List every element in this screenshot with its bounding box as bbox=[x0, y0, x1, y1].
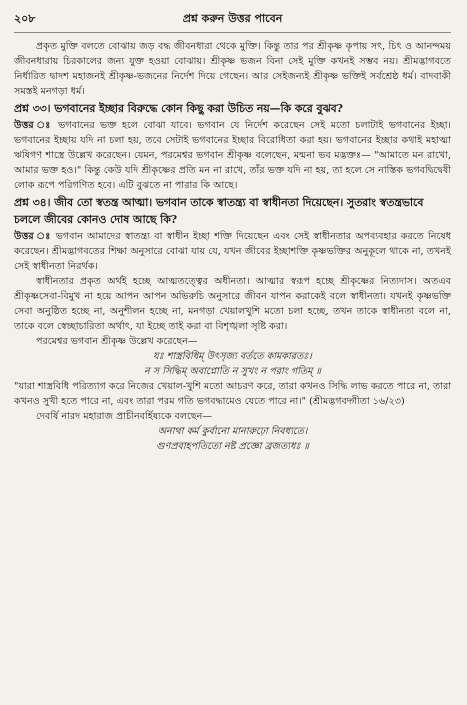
verse-2-line-1: অনাথা কর্ম কুর্বানো মানারুঢ়ো নিবধ্যতে। bbox=[157, 426, 308, 437]
verse-translation: "যারা শাস্ত্রবিধি পরিত্যাগ করে নিজের খেয়াল-খুশি মতো আচরণ করে, তারা কখনও সিদ্ধি লাভ করতে পারে না, তারা কখনও সুখী হতে পারে না, এবং তারা পরম গতি ভগবদ্ধামেও যেতে পারে না।" (শ্রীমদ্ভগবদ্গীতা ১৬/২৩) bbox=[14, 381, 451, 407]
question-34: প্রশ্ন ৩৪। জীব তো স্বতন্ত্র আত্মা। ভগবান তাকে স্বাতন্ত্র্য বা স্বাধীনতা দিয়েছেন। সুতরাং স্বতন্ত্রভাবে চললে জীবের কোনও দোষ আছে কি? bbox=[14, 196, 424, 226]
krishna-intro: পরমেশ্বর ভগবান শ্রীকৃষ্ণ উল্লেখ করেছেন— bbox=[36, 336, 198, 347]
page-header bbox=[14, 10, 451, 33]
paragraph-liberation: প্রকৃত মুক্তি বলতে বোঝায় জড় বদ্ধ জীবনধারা থেকে মুক্তি। কিন্তু তার পর শ্রীকৃষ্ণ কৃপায় সৎ, চিৎ ও আনন্দময় জীবনধারায় চিরকালের জন্য যুক্ত হওয়া বোঝায়। শ্রীকৃষ্ণ ভজন বিনা সেই মুক্তি কখনই সম্ভব নয়। শ্রীমদ্ভাগবতে নির্ধারিত দ্বাদশ মহাজনই শ্রীকৃষ্ণ-ভজনের নির্দেশ দিয়ে গেছেন। আর সেইজন্যই শ্রীকৃষ্ণ ভক্তিই সর্বশ্রেষ্ঠ ধর্ম। বাদবাকী সমস্তই মনগড়া ধর্ম। bbox=[14, 41, 451, 97]
answer-33 bbox=[14, 118, 451, 193]
narada-intro: দেবর্ষি নারদ মহারাজ প্রাচীনবর্হিষ্যকে বলছেন— bbox=[36, 411, 212, 422]
answer-34-text: ভগবান আমাদের স্বাতন্ত্র্য বা স্বাধীন ইচ্ছা শক্তি দিয়েছেন এবং সেই স্বাধীনতার অপব্যবহার করতে নিষেধ করেছেন। শ্রীমদ্ভাগবতের শিক্ষা অনুসারে বোঝা যায় যে, যখন জীবের ইচ্ছাশক্তি কৃষ্ণভক্তির অনুকূলে থাকে না, তখনই সেই স্বাধীনতা নিরর্থক। bbox=[14, 231, 451, 272]
answer-label: উত্তর ঃ bbox=[14, 231, 52, 242]
answer-label: উত্তর ঃ bbox=[14, 120, 53, 131]
running-title: প্রশ্ন করুন উত্তর পাবেন bbox=[182, 12, 283, 25]
question-33: প্রশ্ন ৩৩। ভগবানের ইচ্ছার বিরুদ্ধে কোন কিছু করা উচিত নয়—কি করে বুঝব? bbox=[14, 102, 343, 115]
verse-2-line-2: গুণপ্রবাহপতিতো নষ্ট প্রজ্ঞো ব্রজত্যধঃ ॥ bbox=[156, 441, 309, 452]
paragraph-freedom: স্বাধীনতার প্রকৃত অর্থই হচ্ছে আত্মতত্ত্বের অধীনতা। আত্মার স্বরূপ হচ্ছে শ্রীকৃষ্ণের নিত্যদাস। অতএব শ্রীকৃষ্ণসেবা-বিমুখ না হয়ে আপন আপন অভিরুচি অনুসারে জীবন যাপন করাকেই বলে স্বাধীনতা। যখনই কৃষ্ণভক্তি সেবা অনুষ্ঠিত হচ্ছে না, অনুশীলন হচ্ছে না, মনগড়া খেয়ালখুশি মতো চলা হচ্ছে, তখন তাকে স্বাধীনতা বলে না, তাকে বলে স্বেচ্ছাচারিতা অর্থাৎ, যা ইচ্ছে তাই করা বা বিশৃঙ্খলা সৃষ্টি করা। bbox=[14, 276, 451, 332]
verse-1-line-2: ন স সিদ্ধিম্ অবাপ্নোতি ন সুখং ন পরাং গতিম্ ॥ bbox=[144, 366, 321, 377]
verse-1-line-1: যঃ শাস্ত্রবিধিম্ উৎসৃজ্য বর্ততে কামকারতঃ। bbox=[153, 351, 312, 362]
answer-34 bbox=[14, 229, 451, 274]
page-number: ২০৮ bbox=[14, 12, 36, 25]
answer-33-text: ভগবানের ভক্ত হলে বোঝা যাবে। ভগবান যে নির্দেশ করেছেন সেই মতো চলাটাই ভগবানের ইচ্ছা। ভগবানের ইচ্ছায় যদি না চলা হয়, তবে সেটাই ভগবানের ইচ্ছার বিরোধিতা করা হয়। ভগবানের ইচ্ছার কথাই মহাত্মা ঋষিগণ শাস্ত্রে উল্লেখ করেছেন। যেমন, পরমেশ্বর ভগবান শ্রীকৃষ্ণ বলেছেন, মন্মনা ভব মদ্ভক্তঃ— "আমাতে মন রাখো, আমার ভক্ত হও।" কিন্তু কেউ যদি শ্রীকৃষ্ণের প্রতি মন না রাখে, তাঁর ভক্ত যদি না হয়, তা হলে সে নাস্তিক ভগবদ্বিদ্বেষী লোক রূপে পরিগণিত হবে। এটি বুঝতে না পারার কি আছে। bbox=[14, 120, 451, 191]
